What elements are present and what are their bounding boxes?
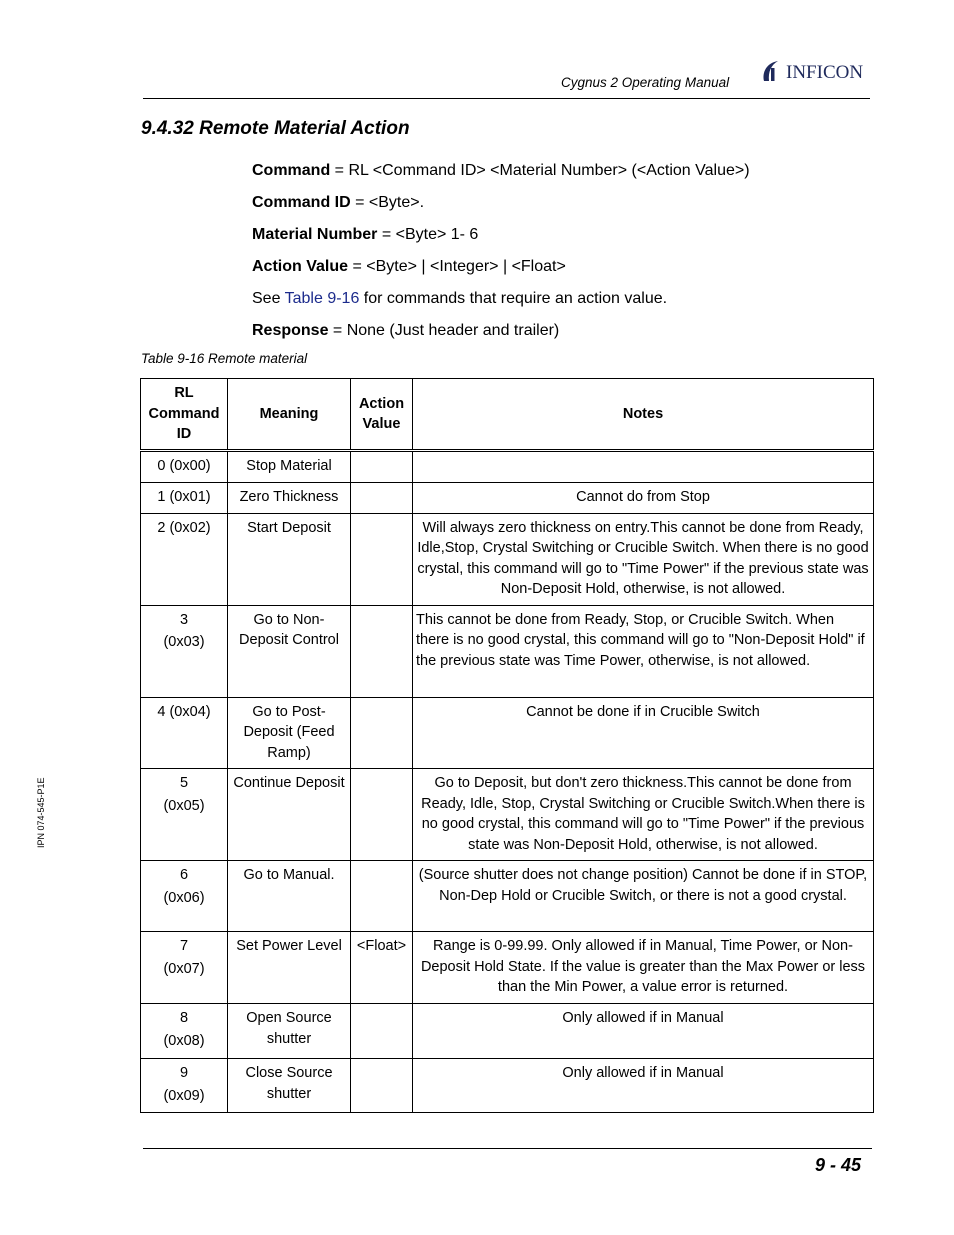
cell-meaning: Go to Manual. bbox=[228, 861, 351, 932]
table-cross-reference-link[interactable]: Table 9-16 bbox=[284, 290, 360, 307]
cell-id-line2: (0x07) bbox=[163, 960, 205, 977]
table-row bbox=[141, 451, 874, 483]
cell-id-line1: 9 bbox=[179, 1065, 189, 1081]
action-value-label: Action Value bbox=[252, 258, 349, 275]
cell-id-line1: 8 bbox=[179, 1010, 189, 1026]
cell-meaning: Open Source shutter bbox=[228, 1004, 351, 1059]
cell-action-value bbox=[351, 769, 413, 861]
brand-logo bbox=[760, 60, 863, 86]
footer-rule bbox=[143, 1148, 872, 1149]
header-action-line2: Value bbox=[362, 416, 401, 432]
cell-meaning: Stop Material bbox=[228, 451, 351, 483]
command-label: Command bbox=[252, 162, 331, 179]
cell-action-value bbox=[351, 1004, 413, 1059]
cell-action-value bbox=[351, 482, 413, 513]
cell-action-value bbox=[351, 1059, 413, 1113]
cell-notes: Only allowed if in Manual bbox=[413, 1004, 874, 1059]
cell-notes: This cannot be done from Ready, Stop, or Crucible Switch. When there is no good crystal, this command will go to "Non-Deposit Hold" if the previous state was Time Power, otherwise, is not allowed. bbox=[413, 605, 874, 697]
cell-command-id bbox=[141, 697, 228, 769]
material-number-value: = <Byte> 1- 6 bbox=[377, 226, 479, 243]
margin-document-number: IPN 074-545-P1E bbox=[36, 777, 46, 848]
cell-command-id bbox=[141, 605, 228, 697]
brand-logo-text: INFICON bbox=[786, 62, 864, 83]
cell-id-line1: 2 (0x02) bbox=[157, 519, 211, 536]
cell-id-line1: 4 (0x04) bbox=[157, 703, 211, 720]
action-value-value: = <Byte> | <Integer> | <Float> bbox=[348, 258, 566, 275]
command-definitions bbox=[252, 155, 750, 347]
cell-notes: Go to Deposit, but don't zero thickness.This cannot be done from Ready, Idle, Stop, Crystal Switching or Crucible Switch.When there is no good crystal, this command will go to "Time Power" if the previous state was Non-Deposit Hold, otherwise, is not allowed. bbox=[413, 769, 874, 861]
table-row bbox=[141, 769, 874, 861]
cell-notes: Cannot do from Stop bbox=[413, 482, 874, 513]
cell-id-line1: 1 (0x01) bbox=[157, 488, 211, 505]
header-id-line1: RL bbox=[174, 385, 194, 402]
response-label: Response bbox=[252, 322, 329, 339]
cell-id-line2: (0x08) bbox=[163, 1032, 205, 1049]
cell-meaning: Go to Post-Deposit (Feed Ramp) bbox=[228, 697, 351, 769]
inficon-logo-icon bbox=[760, 59, 782, 88]
header-id-line3: ID bbox=[176, 426, 192, 443]
header-id-line2: Command bbox=[148, 405, 220, 422]
material-number-label: Material Number bbox=[252, 226, 378, 243]
remote-material-table bbox=[140, 378, 874, 1113]
cell-id-line1: 3 bbox=[179, 611, 189, 628]
cell-meaning: Continue Deposit bbox=[228, 769, 351, 861]
header-action-line1: Action bbox=[358, 395, 405, 412]
cell-id-line2: (0x09) bbox=[163, 1087, 205, 1104]
table-caption: Table 9-16 Remote material bbox=[141, 351, 308, 366]
cell-id-line2: (0x03) bbox=[163, 634, 205, 650]
table-row bbox=[141, 1059, 874, 1113]
command-id-label: Command ID bbox=[252, 194, 351, 211]
cell-command-id bbox=[141, 451, 228, 483]
page-number: 9 - 45 bbox=[815, 1155, 862, 1175]
header-rule bbox=[143, 98, 870, 99]
command-definition bbox=[252, 155, 750, 187]
cell-action-value bbox=[351, 861, 413, 932]
cell-notes: Only allowed if in Manual bbox=[413, 1059, 874, 1113]
cell-id-line1: 5 bbox=[179, 775, 189, 791]
material-number-definition bbox=[252, 219, 750, 251]
cell-command-id bbox=[141, 1004, 228, 1059]
cell-command-id bbox=[141, 769, 228, 861]
cell-action-value: <Float> bbox=[351, 932, 413, 1004]
cell-notes: (Source shutter does not change position) Cannot be done if in STOP, Non-Dep Hold or Crucible Switch, or there is not a good crystal. bbox=[413, 861, 874, 932]
header-meaning: Meaning bbox=[228, 379, 351, 451]
action-value-definition bbox=[252, 251, 750, 283]
table-row bbox=[141, 482, 874, 513]
header-notes: Notes bbox=[413, 379, 874, 451]
cell-meaning: Zero Thickness bbox=[228, 482, 351, 513]
command-id-value: = <Byte>. bbox=[350, 194, 425, 211]
cell-meaning: Start Deposit bbox=[228, 513, 351, 605]
section-heading: 9.4.32 Remote Material Action bbox=[141, 118, 410, 139]
header-title: Cygnus 2 Operating Manual bbox=[561, 75, 730, 90]
cell-meaning: Close Source shutter bbox=[228, 1059, 351, 1113]
response-definition bbox=[252, 315, 750, 347]
cell-id-line2: (0x05) bbox=[163, 797, 205, 814]
cell-action-value bbox=[351, 451, 413, 483]
cell-notes: Will always zero thickness on entry.This cannot be done from Ready, Idle,Stop, Crystal Switching or Crucible Switch. When there is no good crystal, this command will go to "Time Power" if the previous state was Non-Deposit Hold, otherwise, is not allowed. bbox=[413, 513, 874, 605]
header-action-value bbox=[351, 379, 413, 451]
table-row bbox=[141, 861, 874, 932]
cell-command-id bbox=[141, 513, 228, 605]
command-id-definition bbox=[252, 187, 750, 219]
see-prefix: See bbox=[252, 290, 285, 307]
cell-notes: Range is 0-99.99. Only allowed if in Manual, Time Power, or Non-Deposit Hold State. If the value is greater than the Max Power or less than the Min Power, a value error is returned. bbox=[413, 932, 874, 1004]
cell-id-line2: (0x06) bbox=[163, 889, 205, 906]
cell-action-value bbox=[351, 697, 413, 769]
cell-id-line1: 0 (0x00) bbox=[157, 458, 211, 474]
command-value: = RL <Command ID> <Material Number> (<Action Value>) bbox=[330, 162, 750, 179]
cell-command-id bbox=[141, 482, 228, 513]
table-row bbox=[141, 605, 874, 697]
table-header-row bbox=[141, 379, 874, 451]
table-row bbox=[141, 697, 874, 769]
cell-command-id bbox=[141, 1059, 228, 1113]
header-command-id bbox=[141, 379, 228, 451]
see-suffix: for commands that require an action value. bbox=[359, 290, 668, 307]
cell-command-id bbox=[141, 861, 228, 932]
cell-command-id bbox=[141, 932, 228, 1004]
cell-action-value bbox=[351, 605, 413, 697]
cell-action-value bbox=[351, 513, 413, 605]
response-value: = None (Just header and trailer) bbox=[328, 322, 560, 339]
cell-meaning: Go to Non-Deposit Control bbox=[228, 605, 351, 697]
cell-meaning: Set Power Level bbox=[228, 932, 351, 1004]
table-row bbox=[141, 932, 874, 1004]
see-table-note bbox=[252, 283, 750, 315]
cell-id-line1: 7 bbox=[179, 938, 189, 954]
cell-id-line1: 6 bbox=[179, 867, 189, 883]
cell-notes: Cannot be done if in Crucible Switch bbox=[413, 697, 874, 769]
table-row bbox=[141, 1004, 874, 1059]
cell-notes bbox=[413, 451, 874, 483]
table-row bbox=[141, 513, 874, 605]
